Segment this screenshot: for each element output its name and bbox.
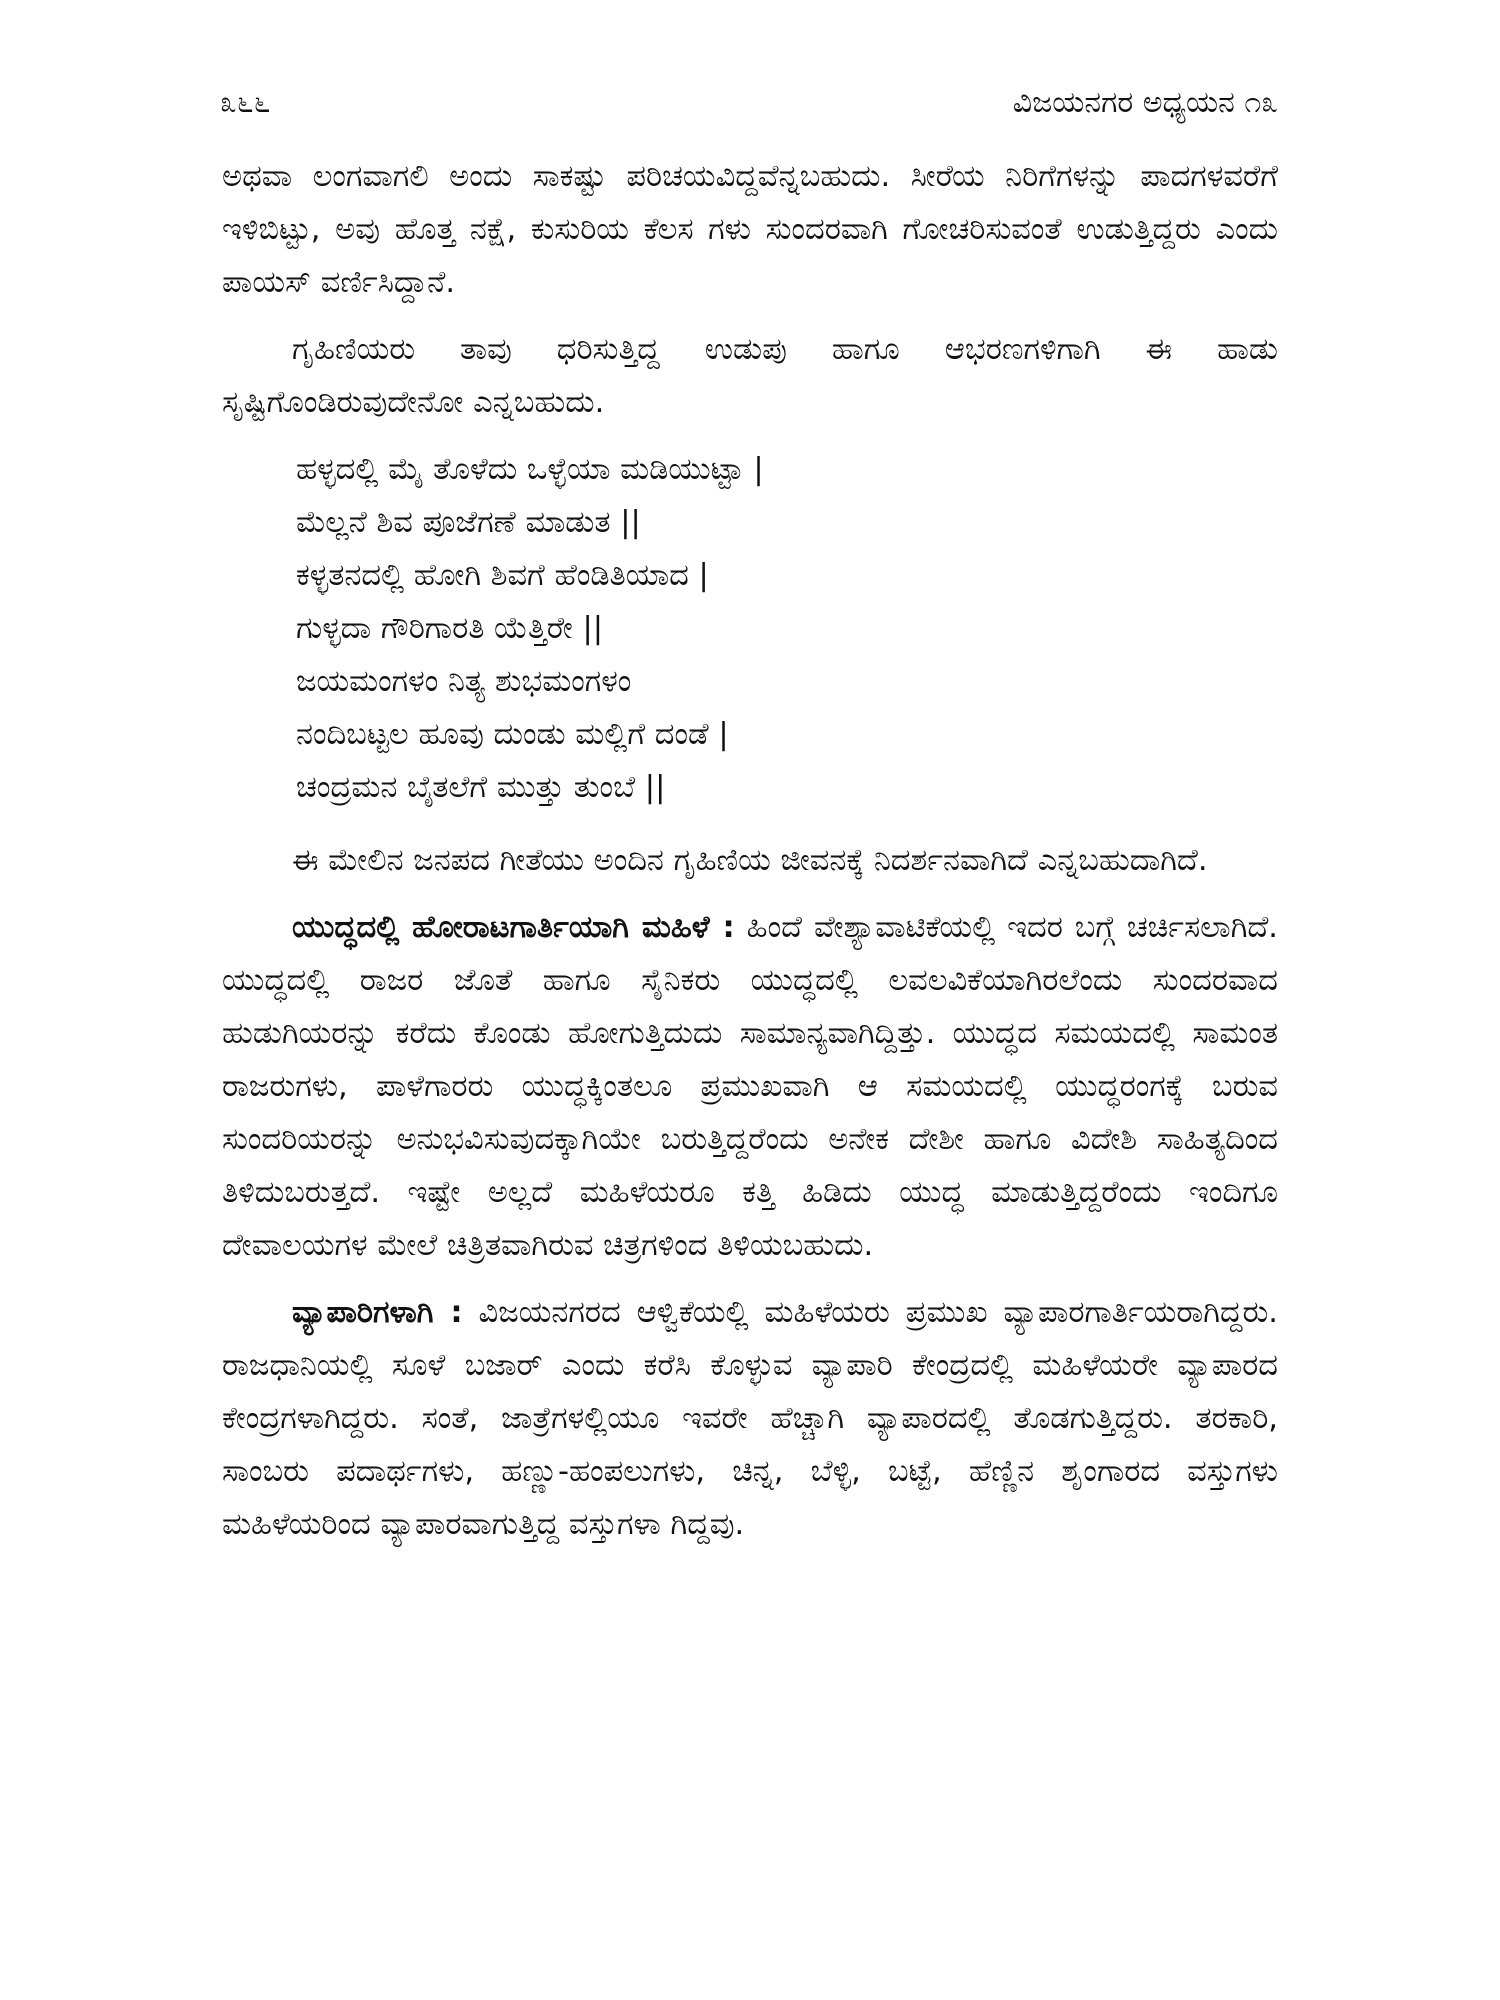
body-text [222,150,1278,1565]
section-heading-trade: ವ್ಯಾಪಾರಿಗಳಾಗಿ : [292,1295,463,1330]
verse-line: ಕಳ್ಳತನದಲ್ಲಿ ಹೋಗಿ ಶಿವಗೆ ಹೆಂಡಿತಿಯಾದ | [296,558,709,593]
running-header [220,78,1278,128]
section-war [222,901,1278,1272]
verse-line: ಮೆಲ್ಲನೆ ಶಿವ ಪೂಜೆಗಣೆ ಮಾಡುತ || [296,505,641,540]
section-text-war: ಹಿಂದೆ ವೇಶ್ಯಾವಾಟಿಕೆಯಲ್ಲಿ ಇದರ ಬಗ್ಗೆ ಚರ್ಚಿಸಲಾಗಿದೆ. ಯುದ್ಧದಲ್ಲಿ ರಾಜರ ಜೊತೆ ಹಾಗೂ ಸೈನಿಕರು ಯುದ್ಧದಲ್ಲಿ ಲವಲವಿಕೆಯಾಗಿರಲೆಂದು ಸುಂದರವಾದ ಹುಡುಗಿಯರನ್ನು ಕರೆದು ಕೊಂಡು ಹೋಗುತ್ತಿದುದು ಸಾಮಾನ್ಯವಾಗಿದ್ದಿತ್ತು. ಯುದ್ಧದ ಸಮಯದಲ್ಲಿ ಸಾಮಂತ ರಾಜರುಗಳು, ಪಾಳೆಗಾರರು ಯುದ್ಧಕ್ಕಿಂತಲೂ ಪ್ರಮುಖವಾಗಿ ಆ ಸಮಯದಲ್ಲಿ ಯುದ್ಧರಂಗಕ್ಕೆ ಬರುವ ಸುಂದರಿಯರನ್ನು ಅನುಭವಿಸುವುದಕ್ಕಾಗಿಯೇ ಬರುತ್ತಿದ್ದರೆಂದು ಅನೇಕ ದೇಶೀ ಹಾಗೂ ವಿದೇಶಿ ಸಾಹಿತ್ಯದಿಂದ ತಿಳಿದುಬರುತ್ತದೆ. ಇಷ್ಟೇ ಅಲ್ಲದೆ ಮಹಿಳೆಯರೂ ಕತ್ತಿ ಹಿಡಿದು ಯುದ್ಧ ಮಾಡುತ್ತಿದ್ದರೆಂದು ಇಂದಿಗೂ ದೇವಾಲಯಗಳ ಮೇಲೆ ಚಿತ್ರಿತವಾಗಿರುವ ಚಿತ್ರಗಳಿಂದ ತಿಳಿಯಬಹುದು. [222,910,1279,1263]
page-number: ೩೬೬ [220,85,271,120]
paragraph-saree: ಅಥವಾ ಲಂಗವಾಗಲಿ ಅಂದು ಸಾಕಷ್ಟು ಪರಿಚಯವಿದ್ದವೆನ್ನಬಹುದು. ಸೀರೆಯ ನಿರಿಗೆಗಳನ್ನು ಪಾದಗಳವರೆಗೆ ಇಳಿಬಿಟ್ಟು, ಅವು ಹೊತ್ತ ನಕ್ಷೆ, ಕುಸುರಿಯ ಕೆಲಸ ಗಳು ಸುಂದರವಾಗಿ ಗೋಚರಿಸುವಂತೆ ಉಡುತ್ತಿದ್ದರು ಎಂದು ಪಾಯಸ್ ವರ್ಣಿಸಿದ್ದಾನೆ. [222,159,1278,300]
verse-line: ನಂದಿಬಟ್ಟಲ ಹೂವು ದುಂಡು ಮಲ್ಲಿಗೆ ದಂಡೆ | [296,717,729,752]
verse-line: ಹಳ್ಳದಲ್ಲಿ ಮೈ ತೊಳೆದು ಒಳ್ಳೆಯಾ ಮಡಿಯುಟ್ಟಾ | [296,452,764,487]
verse-line: ಗುಳ್ಳದಾ ಗೌರಿಗಾರತಿ ಯೆತ್ತಿರೇ || [296,611,604,646]
verse-line: ಚಂದ್ರಮನ ಬೈತಲೆಗೆ ಮುತ್ತು ತುಂಬೆ || [296,770,666,805]
paragraph-song-intro: ಗೃಹಿಣಿಯರು ತಾವು ಧರಿಸುತ್ತಿದ್ದ ಉಡುಪು ಹಾಗೂ ಆಭರಣಗಳಿಗಾಗಿ ಈ ಹಾಡು ಸೃಷ್ಟಿಗೊಂಡಿರುವುದೇನೋ ಎನ್ನಬಹುದು. [222,332,1278,420]
verse-line: ಜಯಮಂಗಳಂ ನಿತ್ಯ ಶುಭಮಂಗಳಂ [296,664,632,699]
paragraph-after-verse: ಈ ಮೇಲಿನ ಜನಪದ ಗೀತೆಯು ಅಂದಿನ ಗೃಹಿಣಿಯ ಜೀವನಕ್ಕೆ ನಿದರ್ಶನವಾಗಿದೆ ಎನ್ನಬಹುದಾಗಿದೆ. [292,843,1208,878]
section-heading-war: ಯುದ್ಧದಲ್ಲಿ ಹೋರಾಟಗಾರ್ತಿಯಾಗಿ ಮಹಿಳೆ : [292,910,735,945]
section-text-trade: ವಿಜಯನಗರದ ಆಳ್ವಿಕೆಯಲ್ಲಿ ಮಹಿಳೆಯರು ಪ್ರಮುಖ ವ್ಯಾಪಾರಗಾರ್ತಿಯರಾಗಿದ್ದರು. ರಾಜಧಾನಿಯಲ್ಲಿ ಸೂಳೆ ಬಜಾರ್ ಎಂದು ಕರೆಸಿ ಕೊಳ್ಳುವ ವ್ಯಾಪಾರಿ ಕೇಂದ್ರದಲ್ಲಿ ಮಹಿಳೆಯರೇ ವ್ಯಾಪಾರದ ಕೇಂದ್ರಗಳಾಗಿದ್ದರು. ಸಂತೆ, ಜಾತ್ರೆಗಳಲ್ಲಿಯೂ ಇವರೇ ಹೆಚ್ಚಾಗಿ ವ್ಯಾಪಾರದಲ್ಲಿ ತೊಡಗುತ್ತಿದ್ದರು. ತರಕಾರಿ, ಸಾಂಬರು ಪದಾರ್ಥಗಳು, ಹಣ್ಣು-ಹಂಪಲುಗಳು, ಚಿನ್ನ, ಬೆಳ್ಳಿ, ಬಟ್ಟೆ, ಹೆಣ್ಣಿನ ಶೃಂಗಾರದ ವಸ್ತುಗಳು ಮಹಿಳೆಯರಿಂದ ವ್ಯಾಪಾರವಾಗುತ್ತಿದ್ದ ವಸ್ತುಗಳಾ ಗಿದ್ದವು. [222,1295,1278,1542]
section-trade [222,1286,1278,1551]
folk-song-verse [296,443,1278,814]
book-title: ವಿಜಯನಗರ ಅಧ್ಯಯನ ೧೩ [1012,85,1278,120]
